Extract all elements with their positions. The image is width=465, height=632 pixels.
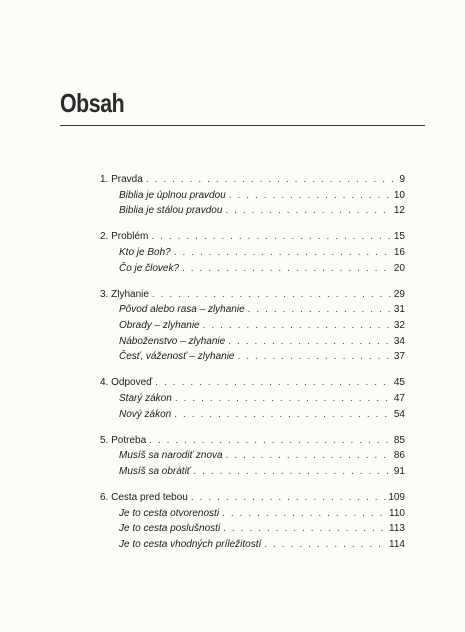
toc-subentry-title: Je to cesta vhodných príležitostí bbox=[119, 538, 262, 550]
toc-subentry-title: Nový zákon bbox=[119, 408, 172, 420]
dot-leader bbox=[175, 391, 392, 407]
dot-leader bbox=[151, 229, 392, 245]
toc-section bbox=[100, 490, 405, 552]
toc-subentry bbox=[100, 245, 405, 261]
dot-leader bbox=[146, 172, 398, 188]
toc-chapter bbox=[100, 375, 405, 391]
toc-subentry-title: Kto je Boh? bbox=[119, 246, 171, 258]
toc-subentry bbox=[100, 203, 405, 219]
page-number: 86 bbox=[393, 450, 405, 462]
page-number: 31 bbox=[393, 304, 405, 316]
dot-leader bbox=[155, 375, 392, 391]
dot-leader bbox=[182, 261, 392, 277]
dot-leader bbox=[174, 245, 392, 261]
dot-leader bbox=[152, 287, 392, 303]
dot-leader bbox=[174, 407, 392, 423]
toc-chapter-title: 2. Problém bbox=[100, 231, 149, 243]
toc-chapter-title: 6. Cesta pred tebou bbox=[100, 492, 188, 504]
toc-subentry-title: Čo je človek? bbox=[119, 262, 180, 274]
dot-leader bbox=[226, 448, 392, 464]
toc-section bbox=[100, 433, 405, 480]
toc-section bbox=[100, 375, 405, 422]
toc-chapter bbox=[100, 229, 405, 245]
page-number: 9 bbox=[399, 174, 405, 185]
toc-chapter-title: 1. Pravda bbox=[100, 174, 143, 185]
table-of-contents bbox=[100, 172, 405, 563]
toc-subentry bbox=[100, 391, 405, 407]
toc-subentry bbox=[100, 334, 405, 350]
dot-leader bbox=[149, 433, 392, 449]
toc-subentry bbox=[100, 349, 405, 365]
page-number: 113 bbox=[389, 523, 405, 535]
toc-subentry-title: Pôvod alebo rasa – zlyhanie bbox=[119, 304, 245, 316]
dot-leader bbox=[222, 506, 387, 522]
page-number: 85 bbox=[393, 434, 405, 446]
toc-subentry-title: Biblia je stálou pravdou bbox=[119, 205, 223, 217]
toc-subentry-title: Obrady – zlyhanie bbox=[119, 319, 200, 331]
toc-subentry-title: Česť, váženosť – zlyhanie bbox=[119, 351, 235, 363]
page-number: 110 bbox=[389, 507, 405, 519]
toc-subentry bbox=[100, 464, 405, 480]
toc-chapter bbox=[100, 490, 405, 506]
toc-section bbox=[100, 287, 405, 365]
toc-subentry-title: Biblia je úplnou pravdou bbox=[119, 189, 226, 201]
dot-leader bbox=[264, 537, 387, 553]
dot-leader bbox=[237, 349, 391, 365]
toc-section bbox=[100, 172, 405, 219]
toc-subentry-title: Je to cesta poslušnosti bbox=[119, 523, 221, 535]
dot-leader bbox=[203, 318, 392, 334]
toc-chapter bbox=[100, 172, 405, 188]
dot-leader bbox=[191, 490, 386, 506]
title-rule bbox=[60, 125, 425, 126]
page-number: 45 bbox=[393, 377, 405, 389]
toc-subentry bbox=[100, 261, 405, 277]
toc-subentry bbox=[100, 188, 405, 204]
toc-subentry bbox=[100, 302, 405, 318]
page-number: 109 bbox=[388, 492, 405, 504]
toc-subentry bbox=[100, 318, 405, 334]
toc-subentry bbox=[100, 448, 405, 464]
toc-chapter bbox=[100, 287, 405, 303]
page-number: 37 bbox=[393, 351, 405, 363]
toc-chapter bbox=[100, 433, 405, 449]
toc-subentry bbox=[100, 506, 405, 522]
page-number: 29 bbox=[393, 288, 405, 300]
toc-subentry-title: Starý zákon bbox=[119, 392, 172, 404]
page-number: 47 bbox=[393, 392, 405, 404]
toc-subentry-title: Musíš sa narodiť znova bbox=[119, 450, 223, 462]
page-number: 91 bbox=[393, 465, 405, 477]
dot-leader bbox=[193, 464, 392, 480]
toc-subentry-title: Musíš sa obrátiť bbox=[119, 465, 191, 477]
toc-subentry-title: Je to cesta otvorenosti bbox=[119, 507, 220, 519]
page-number: 16 bbox=[393, 246, 405, 258]
toc-subentry bbox=[100, 537, 405, 553]
toc-section bbox=[100, 229, 405, 276]
page-number: 12 bbox=[393, 205, 405, 217]
page-number: 20 bbox=[393, 262, 405, 274]
dot-leader bbox=[248, 302, 392, 318]
toc-chapter-title: 3. Zlyhanie bbox=[100, 288, 149, 300]
toc-subentry-title: Náboženstvo – zlyhanie bbox=[119, 335, 226, 347]
page-title: Obsah bbox=[60, 88, 125, 118]
page-number: 32 bbox=[393, 319, 405, 331]
toc-chapter-title: 5. Potreba bbox=[100, 434, 147, 446]
toc-chapter-title: 4. Odpoveď bbox=[100, 377, 153, 389]
toc-subentry bbox=[100, 407, 405, 423]
page-number: 15 bbox=[393, 231, 405, 243]
page-number: 114 bbox=[389, 538, 405, 550]
toc-subentry bbox=[100, 521, 405, 537]
page-number: 34 bbox=[393, 335, 405, 347]
dot-leader bbox=[228, 334, 392, 350]
page-number: 54 bbox=[393, 408, 405, 420]
dot-leader bbox=[229, 188, 392, 204]
dot-leader bbox=[225, 203, 391, 219]
dot-leader bbox=[223, 521, 387, 537]
page-number: 10 bbox=[393, 189, 405, 201]
